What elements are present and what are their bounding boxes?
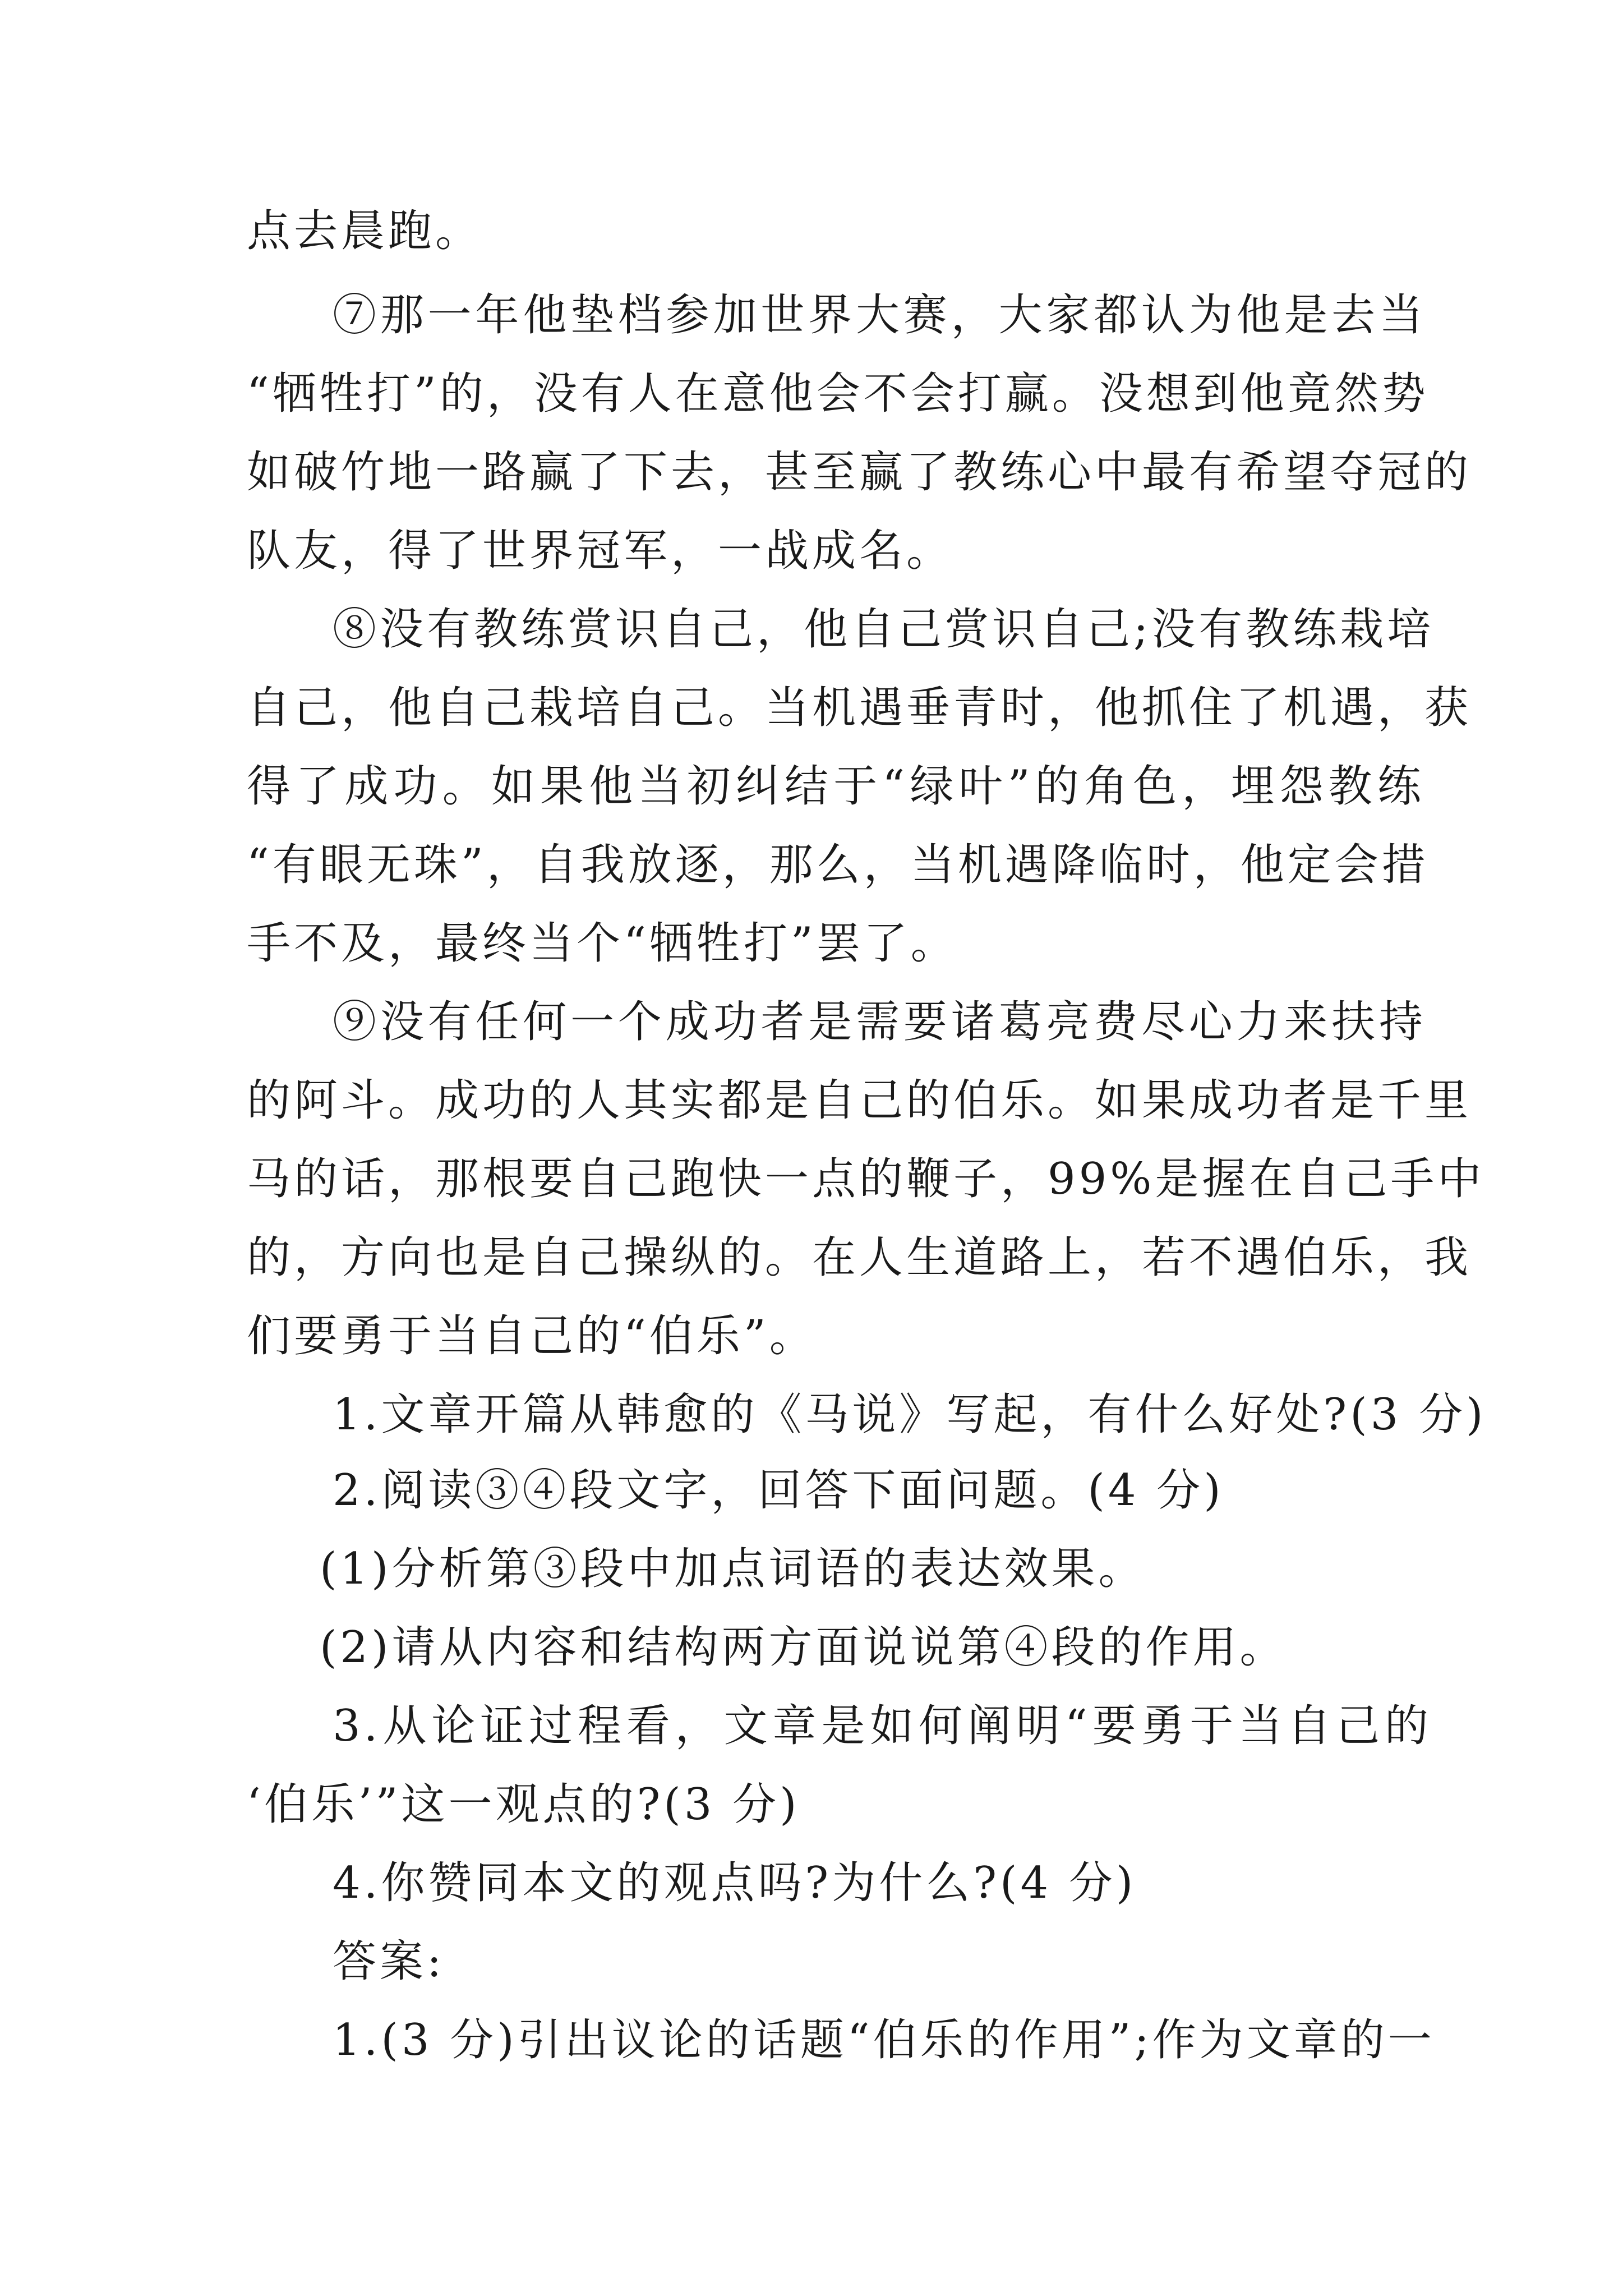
paragraph-7-line-1: ⑦那一年他垫档参加世界大赛，大家都认为他是去当 [333, 290, 1426, 341]
paragraph-7-line-2: “牺牲打”的，没有人在意他会不会打赢。没想到他竟然势 [247, 369, 1429, 419]
answers-label: 答案: [333, 1936, 445, 1987]
question-2-sub-1: (1)分析第③段中加点词语的表达效果。 [320, 1544, 1146, 1594]
question-2-sub-2: (2)请从内容和结构两方面说说第④段的作用。 [320, 1622, 1287, 1673]
question-3-line-1: 3.从论证过程看，文章是如何阐明“要勇于当自己的 [333, 1701, 1432, 1751]
paragraph-8-line-4: “有眼无珠”，自我放逐，那么，当机遇降临时，他定会措 [247, 840, 1429, 890]
paragraph-9-line-1: ⑨没有任何一个成功者是需要诸葛亮费尽心力来扶持 [333, 997, 1426, 1047]
paragraph-8-line-2: 自己，他自己栽培自己。当机遇垂青时，他抓住了机遇，获 [247, 683, 1472, 733]
answer-1: 1.(3 分)引出议论的话题“伯乐的作用”;作为文章的一 [333, 2015, 1435, 2065]
paragraph-9-line-3: 马的话，那根要自己跑快一点的鞭子，99%是握在自己手中 [247, 1154, 1485, 1204]
paragraph-7-line-3: 如破竹地一路赢了下去，甚至赢了教练心中最有希望夺冠的 [247, 447, 1472, 498]
question-4: 4.你赞同本文的观点吗?为什么?(4 分) [333, 1858, 1137, 1908]
paragraph-8-line-1: ⑧没有教练赏识自己，他自己赏识自己;没有教练栽培 [333, 604, 1435, 655]
paragraph-6-tail: 点去晨跑。 [247, 206, 483, 256]
question-1: 1.文章开篇从韩愈的《马说》写起，有什么好处?(3 分) [333, 1389, 1487, 1440]
question-2: 2.阅读③④段文字，回答下面问题。(4 分) [333, 1465, 1224, 1516]
paragraph-8-line-5: 手不及，最终当个“牺牲打”罢了。 [247, 918, 958, 969]
paragraph-8-line-3: 得了成功。如果他当初纠结于“绿叶”的角色，埋怨教练 [247, 761, 1424, 812]
question-3-line-2: ‘伯乐’”这一观点的?(3 分) [247, 1779, 800, 1830]
paragraph-9-line-4: 的，方向也是自己操纵的。在人生道路上，若不遇伯乐，我 [247, 1232, 1472, 1283]
paragraph-9-line-2: 的阿斗。成功的人其实都是自己的伯乐。如果成功者是千里 [247, 1075, 1472, 1126]
paragraph-7-line-4: 队友，得了世界冠军，一战成名。 [247, 526, 954, 576]
paragraph-9-line-5: 们要勇于当自己的“伯乐”。 [247, 1311, 817, 1361]
